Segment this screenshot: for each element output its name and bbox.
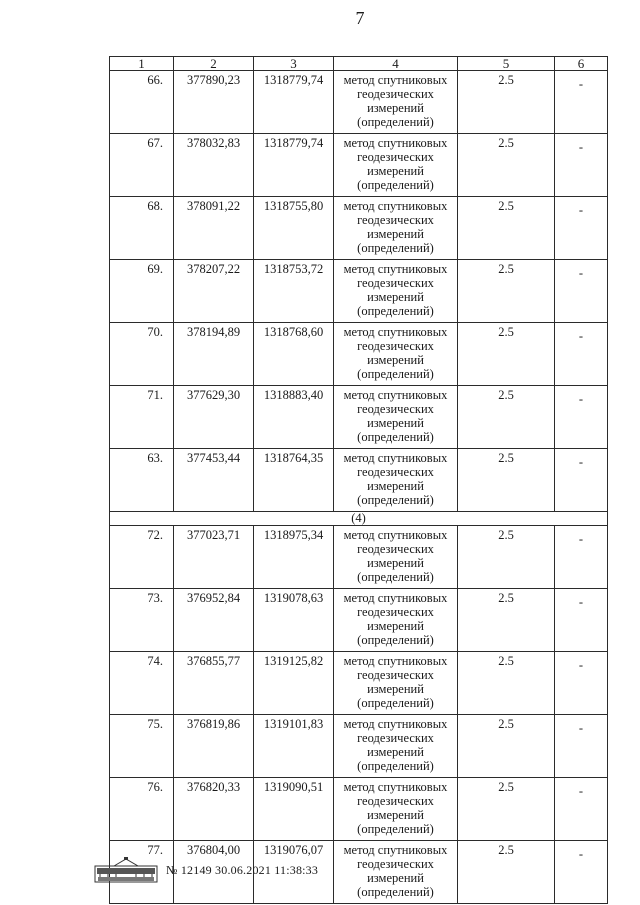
accuracy-value: 2.5 (458, 526, 555, 589)
point-number: 69. (110, 260, 174, 323)
accuracy-value: 2.5 (458, 449, 555, 512)
measurement-method: метод спутниковых геодезических измерений (определений) (334, 71, 458, 134)
registration-stamp: № 12149 30.06.2021 11:38:33 (166, 862, 319, 877)
column-header: 6 (555, 57, 608, 71)
point-number: 68. (110, 197, 174, 260)
note-value: - (555, 134, 608, 197)
measurement-method: метод спутниковых геодезических измерений (определений) (334, 197, 458, 260)
measurement-method: метод спутниковых геодезических измерений (определений) (334, 715, 458, 778)
coordinate-x: 378091,22 (174, 197, 254, 260)
coordinate-y: 1318755,80 (254, 197, 334, 260)
accuracy-value: 2.5 (458, 323, 555, 386)
column-header: 3 (254, 57, 334, 71)
point-number: 71. (110, 386, 174, 449)
table-row (110, 71, 608, 134)
contour-group-row (110, 512, 608, 526)
table-row (110, 134, 608, 197)
coordinate-y: 1319125,82 (254, 652, 334, 715)
coordinate-x: 377023,71 (174, 526, 254, 589)
note-value: - (555, 652, 608, 715)
coordinate-x: 378207,22 (174, 260, 254, 323)
accuracy-value: 2.5 (458, 197, 555, 260)
column-header: 5 (458, 57, 555, 71)
table-row (110, 386, 608, 449)
measurement-method: метод спутниковых геодезических измерений (определений) (334, 134, 458, 197)
measurement-method: метод спутниковых геодезических измерений (определений) (334, 449, 458, 512)
note-value: - (555, 71, 608, 134)
contour-label: (4) (110, 512, 608, 526)
column-header: 4 (334, 57, 458, 71)
note-value: - (555, 449, 608, 512)
measurement-method: метод спутниковых геодезических измерений (определений) (334, 652, 458, 715)
coordinate-x: 378194,89 (174, 323, 254, 386)
coordinate-y: 1318779,74 (254, 71, 334, 134)
point-number: 70. (110, 323, 174, 386)
measurement-method: метод спутниковых геодезических измерений (определений) (334, 778, 458, 841)
point-number: 66. (110, 71, 174, 134)
point-number: 75. (110, 715, 174, 778)
coordinate-y: 1318975,34 (254, 526, 334, 589)
table-row (110, 589, 608, 652)
column-header: 1 (110, 57, 174, 71)
point-number: 77. (110, 841, 174, 904)
note-value: - (555, 526, 608, 589)
note-value: - (555, 589, 608, 652)
coordinate-x: 378032,83 (174, 134, 254, 197)
note-value: - (555, 715, 608, 778)
note-value: - (555, 197, 608, 260)
point-number: 67. (110, 134, 174, 197)
column-header: 2 (174, 57, 254, 71)
accuracy-value: 2.5 (458, 715, 555, 778)
coordinate-x: 376952,84 (174, 589, 254, 652)
table-row (110, 323, 608, 386)
measurement-method: метод спутниковых геодезических измерений (определений) (334, 386, 458, 449)
coordinate-x: 377453,44 (174, 449, 254, 512)
table-row (110, 778, 608, 841)
coordinate-y: 1318883,40 (254, 386, 334, 449)
measurement-method: метод спутниковых геодезических измерений (определений) (334, 526, 458, 589)
note-value: - (555, 386, 608, 449)
coordinate-x: 376804,00 (174, 841, 254, 904)
accuracy-value: 2.5 (458, 652, 555, 715)
coordinate-x: 376820,33 (174, 778, 254, 841)
coordinate-x: 376855,77 (174, 652, 254, 715)
accuracy-value: 2.5 (458, 841, 555, 904)
coordinate-x: 376819,86 (174, 715, 254, 778)
coordinate-y: 1319078,63 (254, 589, 334, 652)
table-row (110, 526, 608, 589)
table-row (110, 652, 608, 715)
table-row (110, 197, 608, 260)
note-value: - (555, 841, 608, 904)
table-row (110, 715, 608, 778)
coordinates-table (109, 56, 608, 904)
measurement-method: метод спутниковых геодезических измерений (определений) (334, 589, 458, 652)
coordinate-x: 377890,23 (174, 71, 254, 134)
accuracy-value: 2.5 (458, 589, 555, 652)
point-number: 72. (110, 526, 174, 589)
note-value: - (555, 260, 608, 323)
point-number: 73. (110, 589, 174, 652)
coordinate-y: 1318753,72 (254, 260, 334, 323)
table-row (110, 260, 608, 323)
note-value: - (555, 323, 608, 386)
coordinate-y: 1318779,74 (254, 134, 334, 197)
note-value: - (555, 778, 608, 841)
accuracy-value: 2.5 (458, 386, 555, 449)
measurement-method: метод спутниковых геодезических измерений (определений) (334, 260, 458, 323)
point-number: 76. (110, 778, 174, 841)
table-row (110, 449, 608, 512)
accuracy-value: 2.5 (458, 71, 555, 134)
measurement-method: метод спутниковых геодезических измерений (определений) (334, 323, 458, 386)
point-number: 74. (110, 652, 174, 715)
government-building-seal-icon (94, 857, 158, 883)
table-header-row (110, 57, 608, 71)
page-number: 7 (355, 8, 365, 28)
coordinate-x: 377629,30 (174, 386, 254, 449)
coordinate-y: 1318764,35 (254, 449, 334, 512)
accuracy-value: 2.5 (458, 134, 555, 197)
coordinate-y: 1319076,07 (254, 841, 334, 904)
document-footer (94, 856, 318, 884)
measurement-method: метод спутниковых геодезических измерений (определений) (334, 841, 458, 904)
accuracy-value: 2.5 (458, 778, 555, 841)
coordinate-y: 1318768,60 (254, 323, 334, 386)
coordinate-y: 1319090,51 (254, 778, 334, 841)
point-number: 63. (110, 449, 174, 512)
coordinate-y: 1319101,83 (254, 715, 334, 778)
accuracy-value: 2.5 (458, 260, 555, 323)
